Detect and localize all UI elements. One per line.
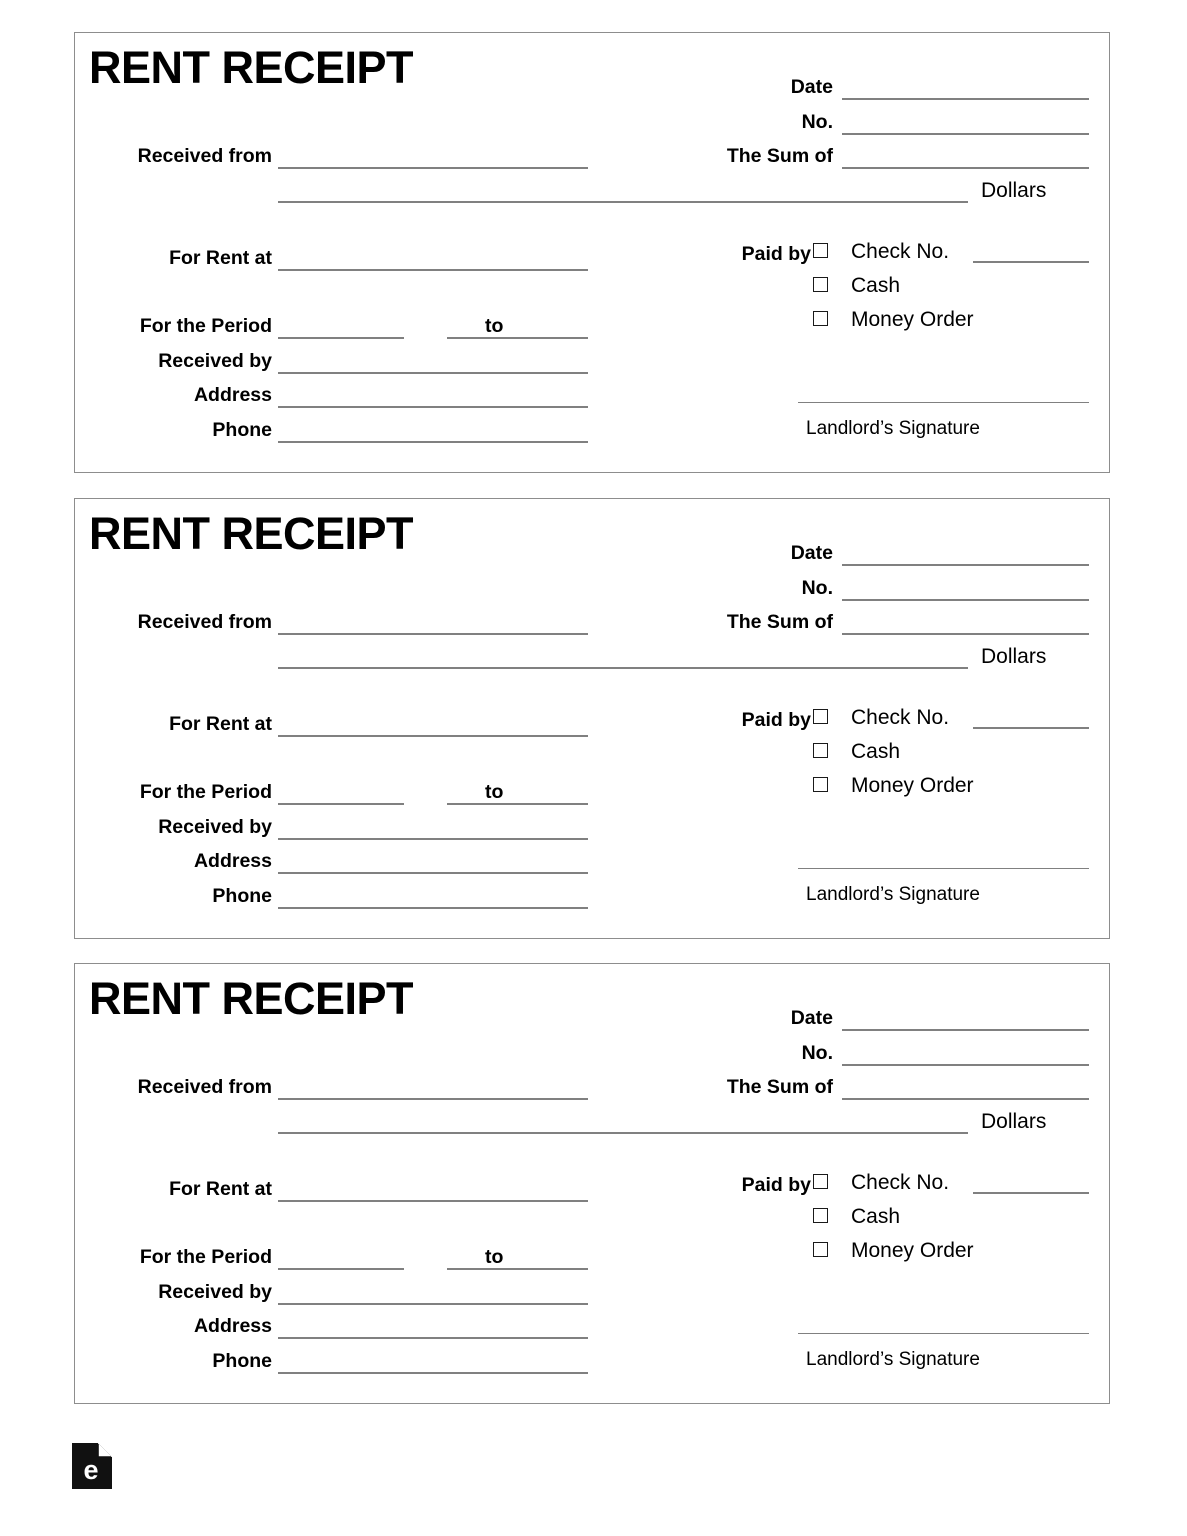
label-received-by: Received by <box>158 350 272 372</box>
label-dollars: Dollars <box>981 645 1047 668</box>
label-received-from: Received from <box>137 145 272 167</box>
checkbox-check-no[interactable] <box>813 243 828 258</box>
input-phone[interactable] <box>278 907 588 909</box>
input-check-no[interactable] <box>973 261 1089 263</box>
rent-receipt-card-2 <box>74 498 1110 939</box>
input-received-from-line2[interactable] <box>278 201 968 203</box>
input-address[interactable] <box>278 872 588 874</box>
label-phone: Phone <box>212 885 272 907</box>
label-check-no: Check No. <box>851 1171 950 1194</box>
input-phone[interactable] <box>278 441 588 443</box>
label-dollars: Dollars <box>981 179 1047 202</box>
input-address[interactable] <box>278 1337 588 1339</box>
input-check-no[interactable] <box>973 727 1089 729</box>
input-date[interactable] <box>842 564 1089 566</box>
input-check-no[interactable] <box>973 1192 1089 1194</box>
input-period-to[interactable] <box>447 337 588 339</box>
label-date: Date <box>790 542 833 564</box>
label-for-the-period: For the Period <box>139 315 272 337</box>
label-for-rent-at: For Rent at <box>169 713 272 735</box>
label-money-order: Money Order <box>851 308 974 331</box>
label-received-by: Received by <box>158 1281 272 1303</box>
input-period-from[interactable] <box>278 1268 404 1270</box>
label-for-rent-at: For Rent at <box>169 247 272 269</box>
input-received-by[interactable] <box>278 372 588 374</box>
receipt-title: RENT RECEIPT <box>89 973 414 1024</box>
checkbox-money-order[interactable] <box>813 1242 828 1257</box>
label-the-sum-of: The Sum of <box>726 611 833 633</box>
checkbox-money-order[interactable] <box>813 311 828 326</box>
input-address[interactable] <box>278 406 588 408</box>
label-check-no: Check No. <box>851 240 950 263</box>
label-check-no: Check No. <box>851 706 950 729</box>
label-landlord-signature: Landlord’s Signature <box>806 418 980 439</box>
label-phone: Phone <box>212 419 272 441</box>
input-for-rent-at[interactable] <box>278 1200 588 1202</box>
label-address: Address <box>193 850 272 872</box>
label-money-order: Money Order <box>851 774 974 797</box>
label-cash: Cash <box>851 274 901 297</box>
input-received-from[interactable] <box>278 1098 588 1100</box>
input-period-from[interactable] <box>278 803 404 805</box>
label-paid-by: Paid by <box>741 243 811 265</box>
label-landlord-signature: Landlord’s Signature <box>806 884 980 905</box>
input-received-from-line2[interactable] <box>278 667 968 669</box>
checkbox-check-no[interactable] <box>813 1174 828 1189</box>
input-no[interactable] <box>842 599 1089 601</box>
label-received-from: Received from <box>137 1076 272 1098</box>
label-for-the-period: For the Period <box>139 781 272 803</box>
input-received-by[interactable] <box>278 838 588 840</box>
input-received-from[interactable] <box>278 633 588 635</box>
label-for-rent-at: For Rent at <box>169 1178 272 1200</box>
label-date: Date <box>790 76 833 98</box>
input-the-sum-of[interactable] <box>842 167 1089 169</box>
input-landlord-signature[interactable] <box>798 402 1089 403</box>
label-money-order: Money Order <box>851 1239 974 1262</box>
input-received-from-line2[interactable] <box>278 1132 968 1134</box>
receipt-title: RENT RECEIPT <box>89 508 414 559</box>
label-period-separator: to <box>485 781 504 803</box>
rent-receipt-card-3 <box>74 963 1110 1404</box>
label-the-sum-of: The Sum of <box>726 145 833 167</box>
rent-receipt-card-1 <box>74 32 1110 473</box>
label-paid-by: Paid by <box>741 1174 811 1196</box>
input-date[interactable] <box>842 98 1089 100</box>
label-paid-by: Paid by <box>741 709 811 731</box>
input-landlord-signature[interactable] <box>798 868 1089 869</box>
label-phone: Phone <box>212 1350 272 1372</box>
label-period-separator: to <box>485 1246 504 1268</box>
checkbox-cash[interactable] <box>813 743 828 758</box>
input-received-by[interactable] <box>278 1303 588 1305</box>
checkbox-money-order[interactable] <box>813 777 828 792</box>
checkbox-cash[interactable] <box>813 277 828 292</box>
label-no: No. <box>801 111 833 133</box>
input-landlord-signature[interactable] <box>798 1333 1089 1334</box>
input-phone[interactable] <box>278 1372 588 1374</box>
label-landlord-signature: Landlord’s Signature <box>806 1349 980 1370</box>
receipt-title: RENT RECEIPT <box>89 42 414 93</box>
document-e-icon <box>72 1443 112 1489</box>
label-dollars: Dollars <box>981 1110 1047 1133</box>
label-received-by: Received by <box>158 816 272 838</box>
input-date[interactable] <box>842 1029 1089 1031</box>
input-no[interactable] <box>842 133 1089 135</box>
input-received-from[interactable] <box>278 167 588 169</box>
label-for-the-period: For the Period <box>139 1246 272 1268</box>
label-the-sum-of: The Sum of <box>726 1076 833 1098</box>
input-the-sum-of[interactable] <box>842 633 1089 635</box>
label-cash: Cash <box>851 1205 901 1228</box>
eforms-logo <box>72 1443 112 1489</box>
input-period-to[interactable] <box>447 1268 588 1270</box>
input-period-from[interactable] <box>278 337 404 339</box>
checkbox-cash[interactable] <box>813 1208 828 1223</box>
label-address: Address <box>193 1315 272 1337</box>
label-address: Address <box>193 384 272 406</box>
label-date: Date <box>790 1007 833 1029</box>
input-the-sum-of[interactable] <box>842 1098 1089 1100</box>
label-period-separator: to <box>485 315 504 337</box>
label-received-from: Received from <box>137 611 272 633</box>
input-no[interactable] <box>842 1064 1089 1066</box>
input-for-rent-at[interactable] <box>278 735 588 737</box>
label-no: No. <box>801 577 833 599</box>
eforms-logo-letter: e <box>83 1455 99 1485</box>
input-period-to[interactable] <box>447 803 588 805</box>
input-for-rent-at[interactable] <box>278 269 588 271</box>
label-cash: Cash <box>851 740 901 763</box>
label-no: No. <box>801 1042 833 1064</box>
checkbox-check-no[interactable] <box>813 709 828 724</box>
